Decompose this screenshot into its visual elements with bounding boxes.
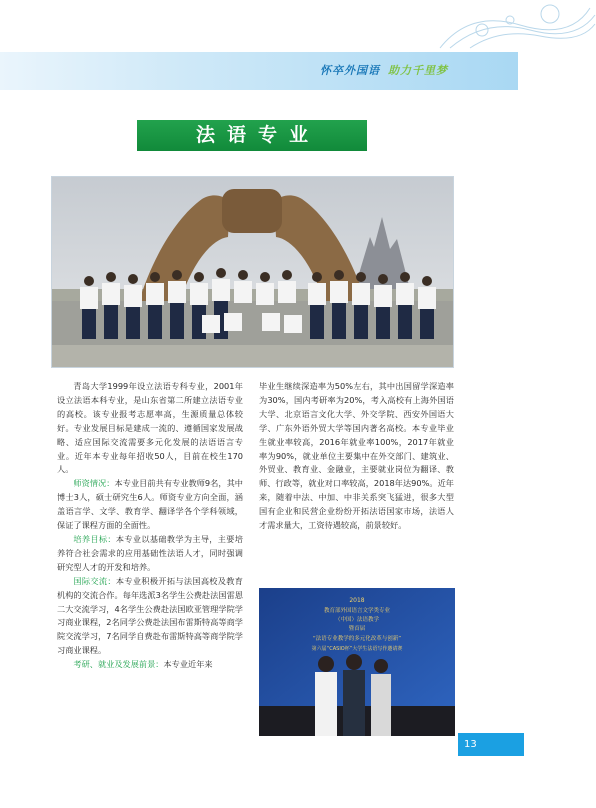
paragraph-text: 本专业积极开拓与法国高校及教育机构的交流合作。每年选派3名学生公费赴法国雷恩二大交流学习，4名学生公费赴法国欧亚管理学院学习商业课程，2名同学公费赴法国布雷斯特高等商学院交流学习，7名同学自费赴布雷斯特高等商学院学习商业课程。 bbox=[57, 575, 243, 656]
banner-line-4: “法语专业教学的多元化改革与创新” bbox=[312, 636, 402, 642]
paragraph-lead: 培养目标： bbox=[73, 533, 116, 544]
paragraph-text: 本专业以基础教学为主导，主要培养符合社会需求的应用基础性法语人才，同时强调研究型人才的开发和培养。 bbox=[57, 533, 243, 572]
header-slogan-part-a: 怀卒外国语 bbox=[320, 64, 380, 77]
paragraph-lead: 国际交流： bbox=[73, 575, 116, 586]
header-slogan bbox=[320, 62, 448, 78]
header-band bbox=[0, 52, 518, 90]
banner-line-5: 第六届“CASIO杯”大学生法语写作邀请赛 bbox=[311, 646, 403, 652]
banner-line-1: 教育部外国语言文学类专业 bbox=[323, 608, 391, 614]
paragraph-objectives bbox=[57, 533, 243, 575]
banner-year: 2018 bbox=[349, 597, 365, 604]
paragraph-text: 本专业目前共有专业教师9名，其中博士3人，硕士研究生6人。师资专业方向全面，涵盖语言学、文学、教育学、翻译学各个学科领域，保证了课程方面的全面性。 bbox=[57, 478, 243, 531]
header-slogan-part-b: 助力千里梦 bbox=[388, 64, 448, 77]
paragraph-text: 本专业近年来 bbox=[163, 659, 213, 670]
body-text-left-column bbox=[57, 380, 243, 672]
paragraph-text: 青岛大学1999年设立法语专科专业，2001年设立法语本科专业，是山东省第二所建立法语专业的高校。该专业报考志愿率高，生源质量总体较好。专业发展目标是建成一流的、遵循国家发展战略、适应国际交流需要多元化发展的法语语言专业。近年本专业每年招收50人，目前在校生170人。 bbox=[57, 381, 243, 475]
paragraph-lead: 考研、就业及发展前景： bbox=[73, 659, 164, 670]
paragraph-prospects-continued: 毕业生继续深造率为50%左右，其中出国留学深造率为30%，国内考研率为20%，考入高校有上海外国语大学、北京语言文化大学、外交学院、西安外国语大学、广东外语外贸大学等国内著名高校。本专业毕业生就业率较高，2016年就业率100%，2017年就业率为90%，就业单位主要集中在外交部门、建筑业、外贸业、教育业、金融业，主要就业岗位为翻译、教师、行政等，就业对口率较高，2018年达90%。近年来，随着中法、中加、中非关系突飞猛进，很多大型国有企业和民营企业纷纷开拓法语国家市场，法语人才需求量大，工资待遇较高，前景较好。 bbox=[259, 381, 454, 531]
paragraph-prospects bbox=[57, 658, 243, 672]
group-photo bbox=[51, 176, 454, 368]
banner-line-2: （中国）法语教学 bbox=[334, 617, 380, 623]
page-title: 法语专业 bbox=[137, 120, 367, 151]
banner-line-3: 暨首届 bbox=[348, 626, 366, 632]
paragraph-exchange bbox=[57, 575, 243, 658]
paragraph-faculty bbox=[57, 477, 243, 533]
decorative-swirl-graphic bbox=[430, 0, 596, 50]
page-number: 13 bbox=[458, 733, 524, 756]
paragraph-lead: 师资情况： bbox=[73, 478, 115, 489]
body-text-right-column bbox=[259, 380, 454, 533]
event-photo bbox=[259, 588, 455, 736]
paragraph-intro bbox=[57, 380, 243, 477]
